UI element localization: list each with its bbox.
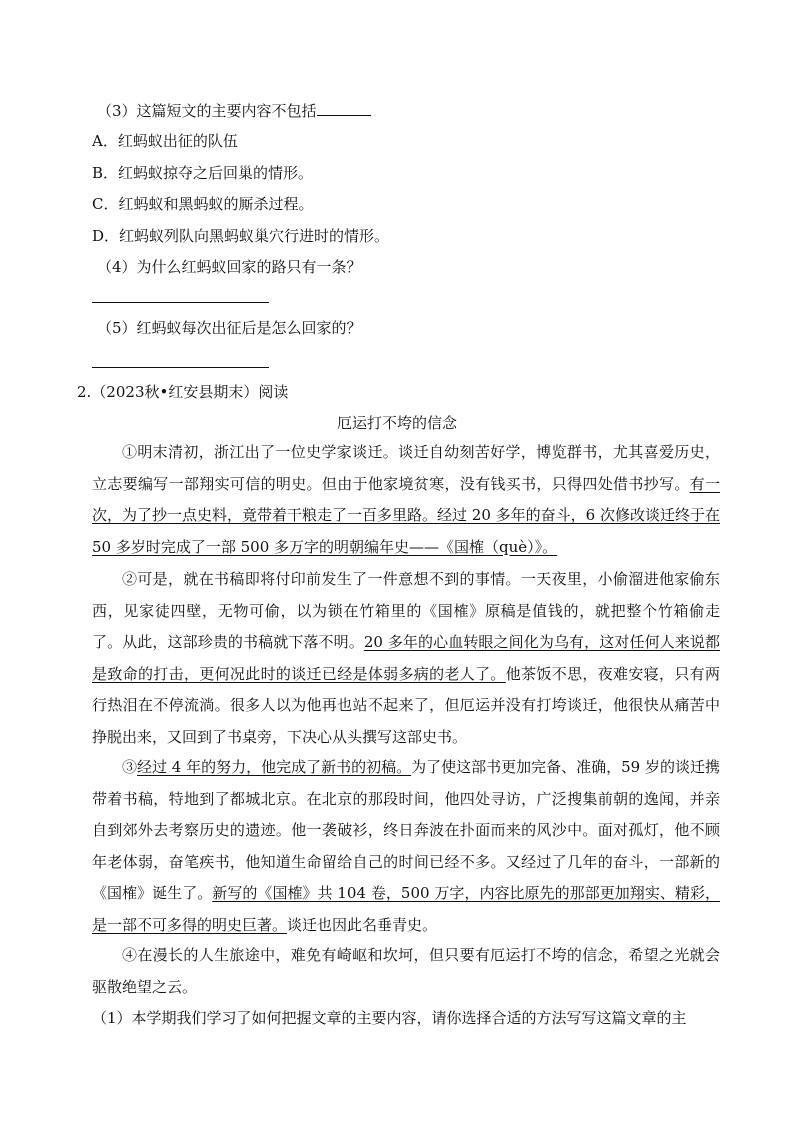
paragraph-3-text-b: 谈迁也因此名垂青史。	[287, 915, 438, 934]
paragraph-1	[92, 437, 720, 563]
passage-title: 厄运打不垮的信念	[336, 414, 457, 432]
paragraph-1-text: ①明末清初，浙江出了一位史学家谈迁。谈迁自幼刻苦好学，博览群书，尤其喜爱历史，立志要编写一部翔实可信的明史。但由于他家境贫寒，没有钱买书，只得四处借书抄写。	[92, 443, 720, 493]
q4-answer-line[interactable]	[92, 302, 269, 303]
paragraph-3	[92, 752, 720, 941]
paragraph-3-number: ③	[122, 758, 138, 776]
q3-option-c: C．红蚂蚁和黑蚂蚁的厮杀过程。	[92, 195, 314, 213]
paragraph-3-underlined-2: 新写的《国榷》共 104 卷，500 万字，内容比原先的那部更加翔实、精彩，是一部不可多得的明史巨著。	[92, 884, 720, 934]
q3-option-a: A．红蚂蚁出征的队伍	[92, 132, 238, 150]
paragraph-2-text-b: 他茶饭不思，夜难安寝，只有两行热泪在不停流淌。很多人以为他再也站不起来了，但厄运并没有打垮谈迁，他很快从痛苦中挣脱出来，又回到了书桌旁，下决心从头撰写这部史书。	[92, 664, 720, 746]
q3-stem-line	[97, 100, 371, 121]
q3-stem: （3）这篇短文的主要内容不包括	[97, 102, 317, 120]
problem2-header: 2.（2023秋•红安县期末）阅读	[77, 383, 289, 401]
paragraph-4	[92, 940, 720, 1003]
q4-stem: （4）为什么红蚂蚁回家的路只有一条？	[97, 258, 362, 276]
q5-stem: （5）红蚂蚁每次出征后是怎么回家的？	[97, 319, 362, 337]
paragraph-2	[92, 564, 720, 753]
paragraph-4-text: ④在漫长的人生旅途中，难免有崎岖和坎坷，但只要有厄运打不垮的信念，希望之光就会驱散绝望之云。	[92, 946, 720, 996]
sub-question-1: （1）本学期我们学习了如何把握文章的主要内容，请你选择合适的方法写写这篇文章的主	[92, 1009, 687, 1027]
q3-option-b: B．红蚂蚁掠夺之后回巢的情形。	[92, 164, 314, 182]
paragraph-3-underlined-1: 经过 4 年的努力，他完成了新书的初稿。	[137, 758, 412, 776]
paragraph-2-underlined: 20 多年的心血转眼之间化为乌有，这对任何人来说都是致命的打击，更何况此时的谈迁已经是体弱多病的老人了。	[92, 633, 720, 683]
paragraph-3-text-a: 为了使这部书更加完备、准确，59 岁的谈迁携带着书稿，特地到了都城北京。在北京的那段时间，他四处寻访，广泛搜集前朝的逸闻，并亲自到郊外去考察历史的遗迹。他一袭破衫，终日奔波在扑面而来的风沙中。面对孤灯，他不顾年老体弱，奋笔疾书，他知道生命留给自己的时间已经不多。又经过了几年的奋斗，一部新的《国榷》诞生了。	[92, 758, 720, 902]
q3-answer-blank[interactable]	[317, 100, 371, 116]
q5-answer-line[interactable]	[92, 367, 269, 368]
paragraph-1-underlined: 有一次，为了抄一点史料，竟带着干粮走了一百多里路。经过 20 多年的奋斗，6 次修改谈迁终于在 50 多岁时完成了一部 500 多万字的明朝编年史——《国榷（què）》。	[92, 474, 720, 556]
paragraph-2-text-a: ②可是，就在书稿即将付印前发生了一件意想不到的事情。一天夜里，小偷溜进他家偷东西，见家徒四壁，无物可偷，以为锁在竹箱里的《国榷》原稿是值钱的，就把整个竹箱偷走了。从此，这部珍贵的书稿就下落不明。	[92, 570, 720, 651]
q3-option-d: D．红蚂蚁列队向黑蚂蚁巢穴行进时的情形。	[92, 227, 390, 245]
